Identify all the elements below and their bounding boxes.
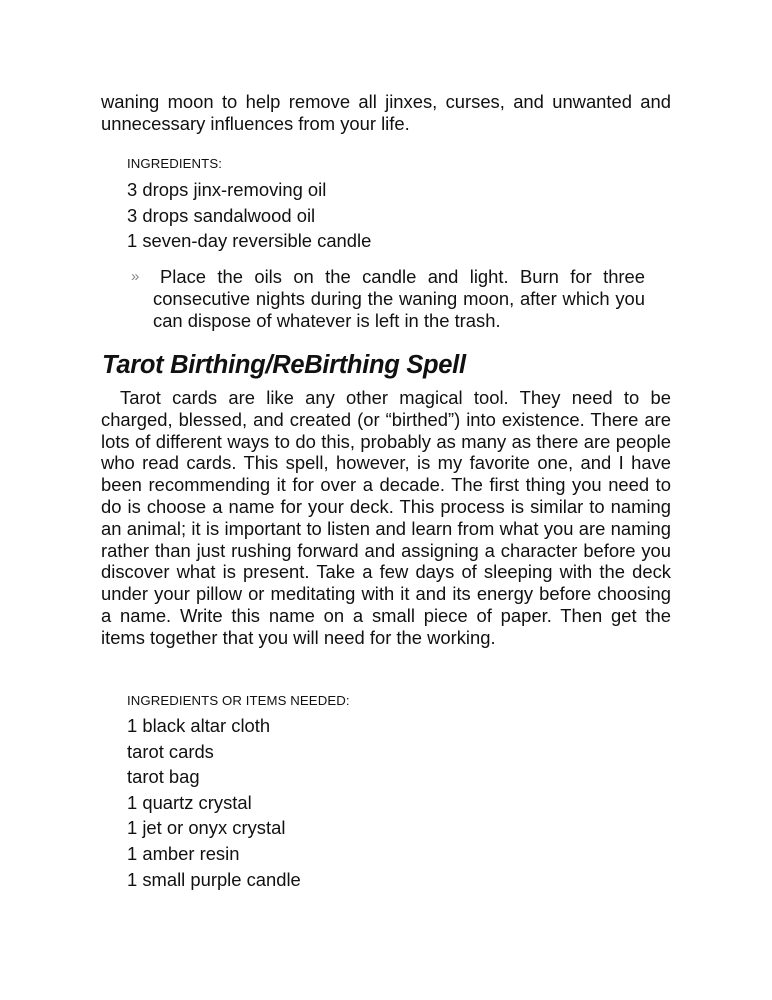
items-needed-list <box>127 713 301 892</box>
ingredient-item: 3 drops jinx-removing oil <box>127 179 327 200</box>
ingredient-item: tarot cards <box>127 740 214 762</box>
ingredient-item: 1 jet or onyx crystal <box>127 817 286 839</box>
ingredient-item: 3 drops sandalwood oil <box>127 204 316 226</box>
double-chevron-icon: » <box>131 268 140 285</box>
items-needed-label: INGREDIENTS OR ITEMS NEEDED: <box>127 693 350 708</box>
ingredient-item: 1 small purple candle <box>127 868 301 890</box>
section-title: Tarot Birthing/ReBirthing Spell <box>102 351 466 379</box>
section-paragraph: Tarot cards are like any other magical tool. They need to be charged, blessed, and created (or “birthed”) into existence. There are lots of different ways to do this, probably as many as there are people who read cards. This spell, however, is my favorite one, and I have been recommending it for over a decade. The first thing you need to do is choose a name for your deck. This process is similar to naming an animal; it is important to listen and learn from what you are naming rather than just rushing forward and assigning a character before you discover what is present. Take a few days of sleeping with the deck under your pillow or meditating with it and its energy before choosing a name. Write this name on a small piece of paper. Then get the items together that you will need for the working. <box>101 387 671 648</box>
ingredients-list <box>127 177 371 254</box>
ingredient-item: 1 seven-day reversible candle <box>127 230 372 252</box>
ingredient-item: 1 black altar cloth <box>127 715 271 736</box>
instruction-text: Place the oils on the candle and light. Burn for three consecutive nights during the waning moon, after which you can dispose of whatever is left in the trash. <box>153 266 645 331</box>
ingredient-item: 1 amber resin <box>127 842 240 864</box>
ingredients-label: INGREDIENTS: <box>127 156 222 171</box>
intro-paragraph: waning moon to help remove all jinxes, curses, and unwanted and unnecessary influences from your life. <box>101 91 671 134</box>
ingredient-item: tarot bag <box>127 766 200 788</box>
ingredient-item: 1 quartz crystal <box>127 791 252 813</box>
